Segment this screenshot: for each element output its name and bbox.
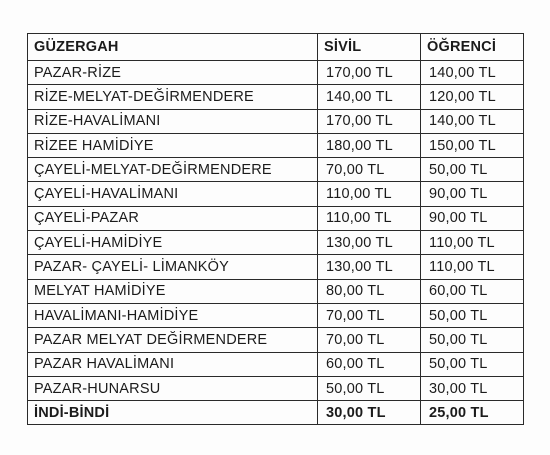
civil-price-cell: 70,00 TL	[318, 328, 421, 352]
student-price-cell: 140,00 TL	[421, 109, 524, 133]
table-row	[28, 206, 524, 230]
total-row	[28, 401, 524, 425]
total-student-price-cell: 25,00 TL	[421, 401, 524, 425]
civil-price-cell: 70,00 TL	[318, 303, 421, 327]
table-row	[28, 303, 524, 327]
student-price-cell: 60,00 TL	[421, 279, 524, 303]
civil-price-cell: 70,00 TL	[318, 158, 421, 182]
student-price-cell: 140,00 TL	[421, 61, 524, 85]
civil-price-cell: 110,00 TL	[318, 206, 421, 230]
route-cell: MELYAT HAMİDİYE	[28, 279, 318, 303]
civil-price-cell: 50,00 TL	[318, 376, 421, 400]
route-cell: RİZEE HAMİDİYE	[28, 133, 318, 157]
student-price-cell: 150,00 TL	[421, 133, 524, 157]
table-row	[28, 133, 524, 157]
fare-table	[27, 33, 524, 425]
table-row	[28, 255, 524, 279]
header-civil: SİVİL	[318, 34, 421, 61]
student-price-cell: 50,00 TL	[421, 328, 524, 352]
route-cell: ÇAYELİ-MELYAT-DEĞİRMENDERE	[28, 158, 318, 182]
fare-table-header	[28, 34, 524, 61]
table-row	[28, 352, 524, 376]
table-row	[28, 61, 524, 85]
student-price-cell: 50,00 TL	[421, 303, 524, 327]
student-price-cell: 50,00 TL	[421, 158, 524, 182]
header-row	[28, 34, 524, 61]
total-civil-price-cell: 30,00 TL	[318, 401, 421, 425]
civil-price-cell: 110,00 TL	[318, 182, 421, 206]
student-price-cell: 30,00 TL	[421, 376, 524, 400]
civil-price-cell: 130,00 TL	[318, 231, 421, 255]
table-row	[28, 328, 524, 352]
civil-price-cell: 80,00 TL	[318, 279, 421, 303]
route-cell: RİZE-HAVALİMANI	[28, 109, 318, 133]
student-price-cell: 90,00 TL	[421, 182, 524, 206]
route-cell: RİZE-MELYAT-DEĞİRMENDERE	[28, 85, 318, 109]
table-row	[28, 85, 524, 109]
route-cell: ÇAYELİ-PAZAR	[28, 206, 318, 230]
student-price-cell: 110,00 TL	[421, 255, 524, 279]
route-cell: PAZAR- ÇAYELİ- LİMANKÖY	[28, 255, 318, 279]
route-cell: PAZAR-RİZE	[28, 61, 318, 85]
header-route: GÜZERGAH	[28, 34, 318, 61]
student-price-cell: 120,00 TL	[421, 85, 524, 109]
route-cell: PAZAR HAVALİMANI	[28, 352, 318, 376]
table-row	[28, 231, 524, 255]
table-row	[28, 109, 524, 133]
civil-price-cell: 170,00 TL	[318, 61, 421, 85]
student-price-cell: 50,00 TL	[421, 352, 524, 376]
table-row	[28, 376, 524, 400]
route-cell: PAZAR-HUNARSU	[28, 376, 318, 400]
fare-table-body	[28, 61, 524, 425]
civil-price-cell: 180,00 TL	[318, 133, 421, 157]
civil-price-cell: 140,00 TL	[318, 85, 421, 109]
total-route-cell: İNDİ-BİNDİ	[28, 401, 318, 425]
civil-price-cell: 130,00 TL	[318, 255, 421, 279]
route-cell: PAZAR MELYAT DEĞİRMENDERE	[28, 328, 318, 352]
route-cell: ÇAYELİ-HAMİDİYE	[28, 231, 318, 255]
table-row	[28, 158, 524, 182]
civil-price-cell: 170,00 TL	[318, 109, 421, 133]
header-student: ÖĞRENCİ	[421, 34, 524, 61]
civil-price-cell: 60,00 TL	[318, 352, 421, 376]
route-cell: ÇAYELİ-HAVALİMANI	[28, 182, 318, 206]
student-price-cell: 110,00 TL	[421, 231, 524, 255]
route-cell: HAVALİMANI-HAMİDİYE	[28, 303, 318, 327]
student-price-cell: 90,00 TL	[421, 206, 524, 230]
table-row	[28, 182, 524, 206]
table-row	[28, 279, 524, 303]
